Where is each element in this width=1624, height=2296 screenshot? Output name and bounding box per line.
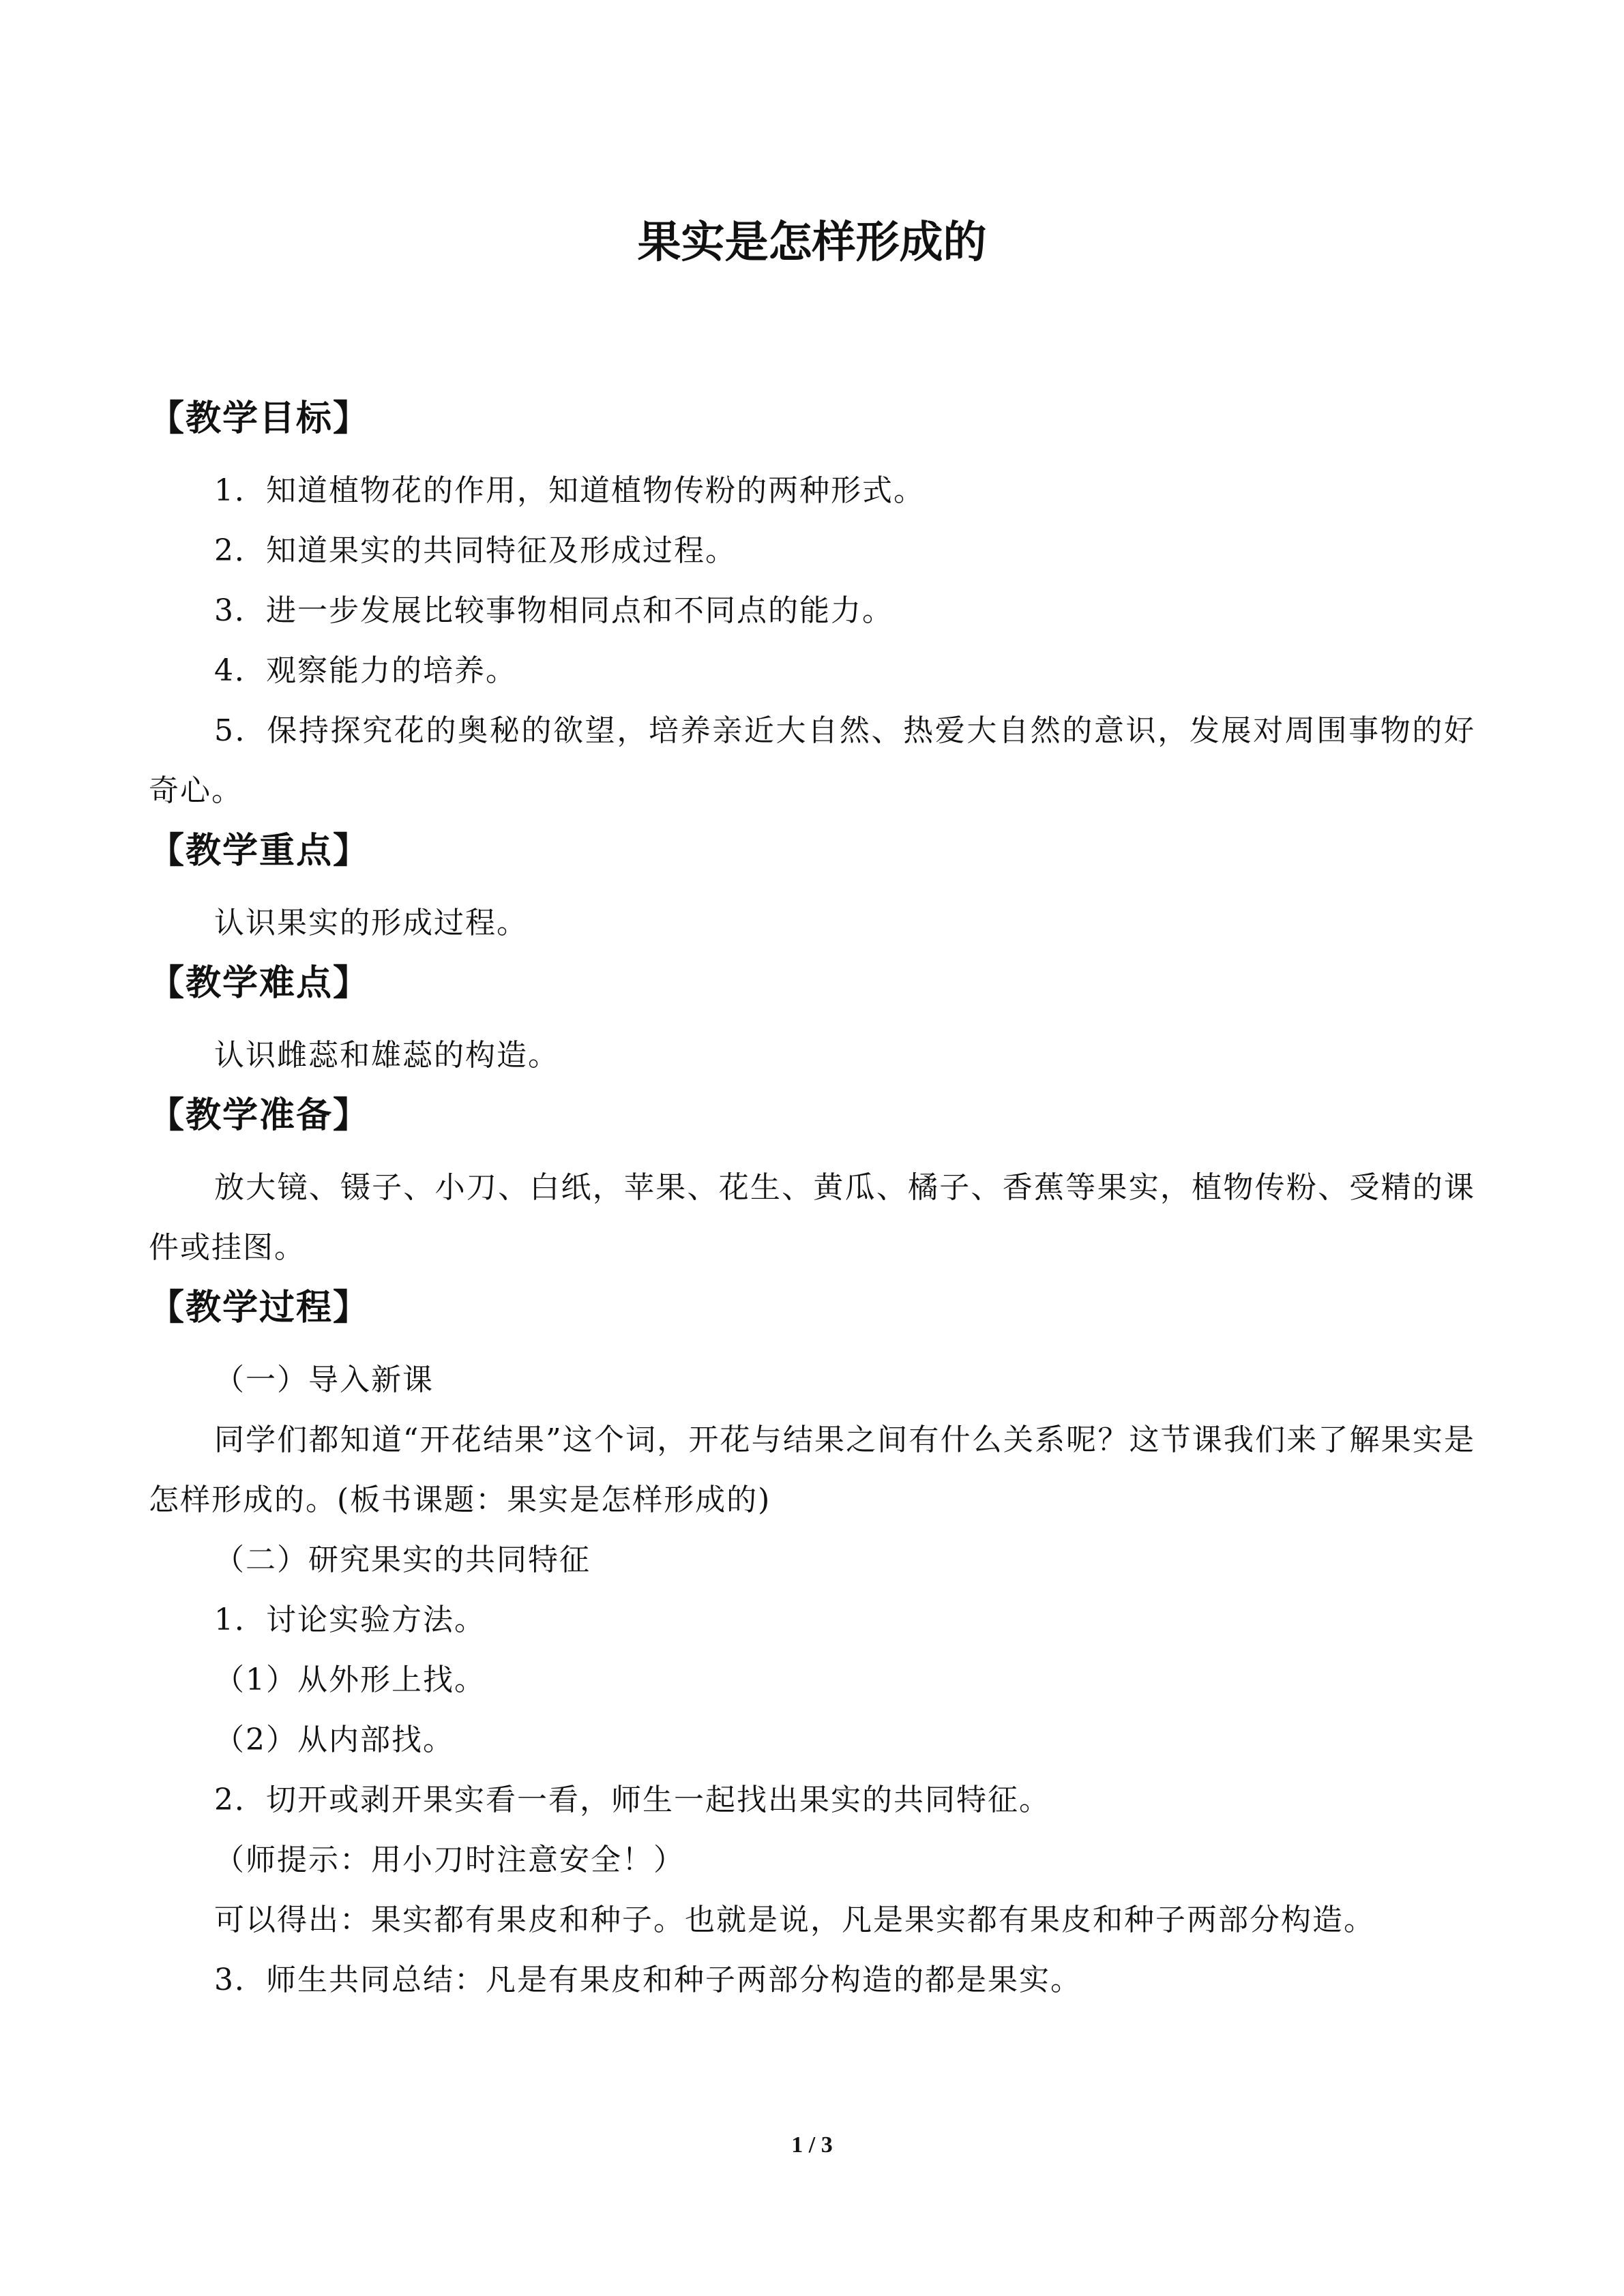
section-teaching-process	[149, 1278, 1475, 2010]
paragraph: （1）从外形上找。	[214, 1663, 486, 1697]
page-number: 1 / 3	[791, 2132, 833, 2158]
section-key-points	[149, 821, 1475, 953]
document-body	[149, 389, 1475, 2010]
paragraph: （2）从内部找。	[214, 1723, 454, 1757]
paragraph: 2．知道果实的共同特征及形成过程。	[214, 533, 737, 568]
section-heading: 【教学重点】	[149, 831, 370, 871]
paragraph: 放大镜、镊子、小刀、白纸，苹果、花生、黄瓜、橘子、香蕉等果实，植物传粉、受精的课件或挂图。	[149, 1170, 1475, 1265]
paragraph: 同学们都知道“开花结果”这个词，开花与结果之间有什么关系呢？这节课我们来了解果实是怎样形成的。(板书课题：果实是怎样形成的)	[149, 1422, 1475, 1517]
document-title: 果实是怎样形成的	[637, 218, 987, 268]
paragraph: 4．观察能力的培养。	[214, 653, 517, 688]
paragraph: 5．保持探究花的奥秘的欲望，培养亲近大自然、热爱大自然的意识，发展对周围事物的好奇心。	[149, 713, 1475, 808]
paragraph: 认识果实的形成过程。	[214, 906, 528, 940]
paragraph: 1．知道植物花的作用，知道植物传粉的两种形式。	[214, 473, 925, 508]
section-heading: 【教学准备】	[149, 1095, 370, 1136]
paragraph: 3．进一步发展比较事物相同点和不同点的能力。	[214, 593, 894, 628]
paragraph: （师提示：用小刀时注意安全！）	[214, 1843, 685, 1877]
paragraph: 1．讨论实验方法。	[214, 1602, 486, 1637]
section-teaching-objectives	[149, 389, 1475, 821]
paragraph: 认识雌蕊和雄蕊的构造。	[214, 1038, 559, 1073]
section-difficulties	[149, 953, 1475, 1086]
paragraph: 2．切开或剥开果实看一看，师生一起找出果实的共同特征。	[214, 1783, 1050, 1817]
paragraph: 可以得出：果实都有果皮和种子。也就是说，凡是果实都有果皮和种子两部分构造。	[214, 1903, 1375, 1937]
section-heading: 【教学目标】	[149, 398, 370, 439]
section-preparation	[149, 1086, 1475, 1278]
section-heading: 【教学过程】	[149, 1287, 370, 1328]
paragraph: 3．师生共同总结：凡是有果皮和种子两部分构造的都是果实。	[214, 1963, 1082, 1997]
paragraph: （一）导入新课	[214, 1362, 434, 1397]
paragraph: （二）研究果实的共同特征	[214, 1542, 591, 1577]
section-heading: 【教学难点】	[149, 963, 370, 1004]
